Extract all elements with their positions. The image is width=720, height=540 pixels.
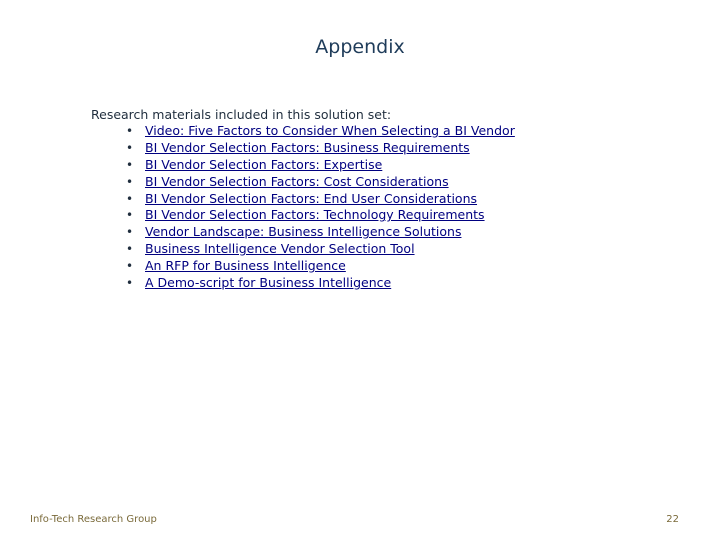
list-item — [126, 241, 515, 258]
list-item — [126, 140, 515, 157]
list-item — [126, 174, 515, 191]
resource-link-expertise[interactable]: BI Vendor Selection Factors: Expertise — [145, 156, 383, 172]
resource-link-demo-script[interactable]: A Demo-script for Business Intelligence — [145, 275, 392, 291]
list-item — [126, 224, 515, 241]
resource-link-vendor-landscape[interactable]: Vendor Landscape: Business Intelligence Solutions — [145, 224, 462, 240]
list-item — [126, 157, 515, 174]
bullet-icon: • — [126, 225, 134, 240]
resource-link-cost-considerations[interactable]: BI Vendor Selection Factors: Cost Considerations — [145, 173, 449, 189]
resource-list — [126, 123, 515, 292]
bullet-icon: • — [126, 242, 134, 257]
bullet-icon: • — [126, 276, 134, 291]
list-item — [126, 258, 515, 275]
list-item — [126, 123, 515, 140]
list-item — [126, 191, 515, 208]
resource-link-technology-requirements[interactable]: BI Vendor Selection Factors: Technology Requirements — [145, 207, 485, 223]
list-item — [126, 207, 515, 224]
slide-title: Appendix — [315, 36, 405, 58]
page-number: 22 — [666, 514, 679, 525]
bullet-icon: • — [126, 208, 134, 223]
list-item — [126, 275, 515, 292]
bullet-icon: • — [126, 191, 134, 206]
bullet-icon: • — [126, 174, 134, 189]
bullet-icon: • — [126, 259, 134, 274]
bullet-icon: • — [126, 157, 134, 172]
resource-link-selection-tool[interactable]: Business Intelligence Vendor Selection Tool — [145, 241, 415, 257]
resource-link-end-user-considerations[interactable]: BI Vendor Selection Factors: End User Considerations — [145, 190, 478, 206]
resource-link-business-requirements[interactable]: BI Vendor Selection Factors: Business Requirements — [145, 139, 470, 155]
intro-text: Research materials included in this solution set: — [91, 107, 392, 122]
bullet-icon: • — [126, 124, 134, 138]
resource-link-rfp[interactable]: An RFP for Business Intelligence — [145, 258, 346, 274]
resource-link-video[interactable]: Video: Five Factors to Consider When Selecting a BI Vendor — [145, 123, 515, 138]
bullet-icon: • — [126, 140, 134, 155]
footer-company: Info-Tech Research Group — [30, 514, 157, 525]
